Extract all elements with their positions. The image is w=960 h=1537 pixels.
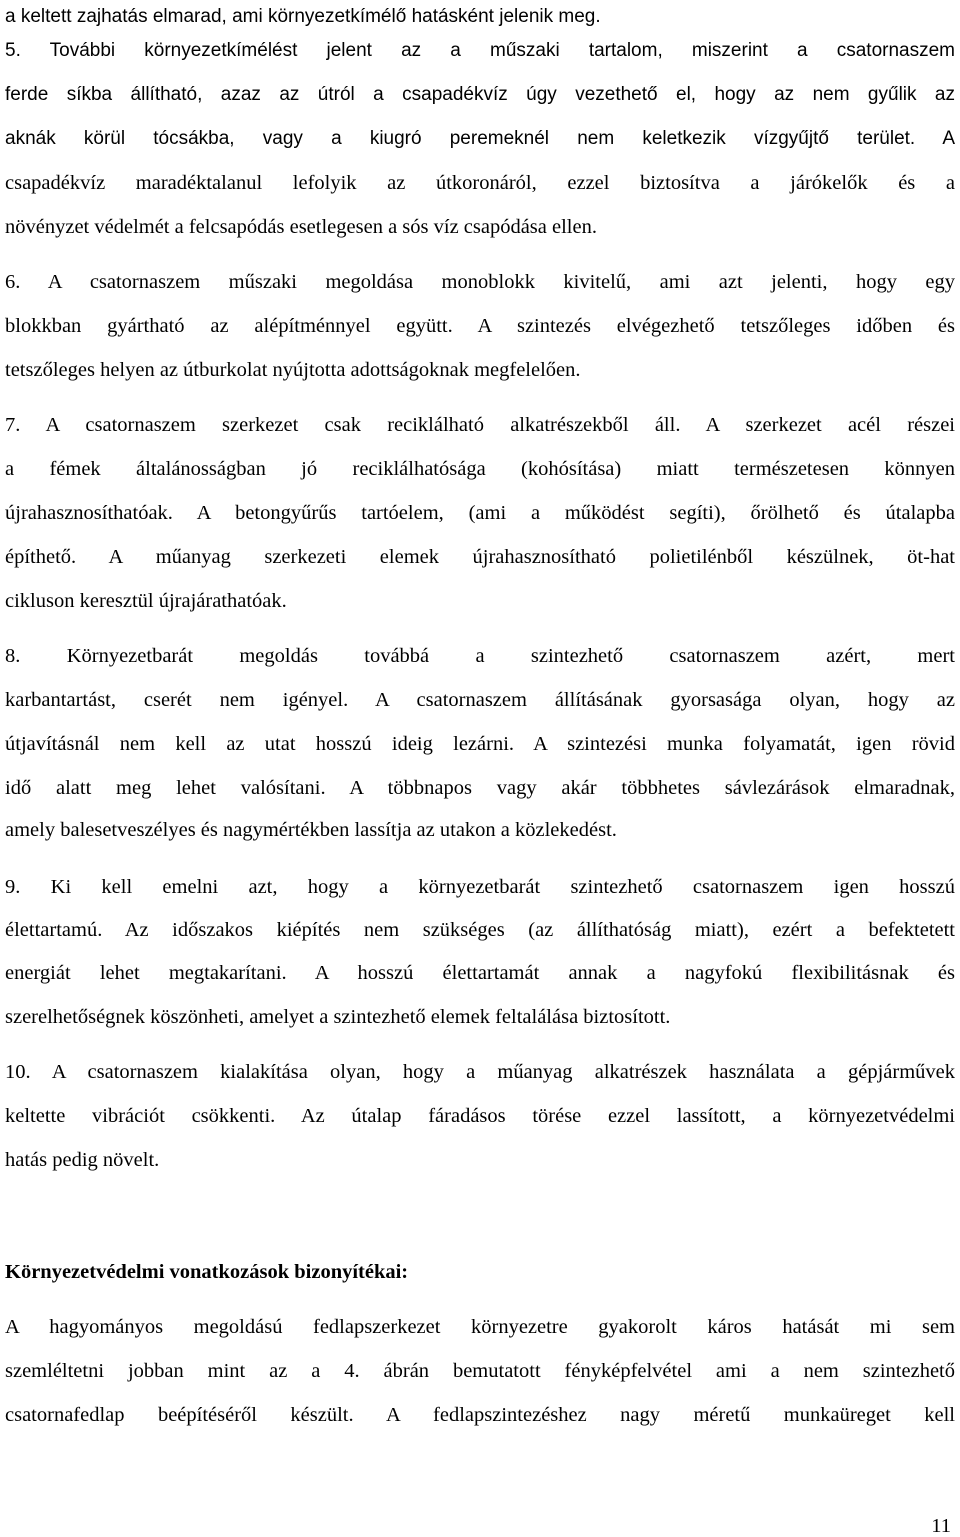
- text-line: szerelhetőségnek köszönheti, amelyet a szintezhető elemek feltalálása biztosított.: [5, 1006, 671, 1028]
- text-line: csapadékvíz maradéktalanul lefolyik az útkoronáról, ezzel biztosítva a járókelők és a: [5, 172, 955, 194]
- page-number: 11: [931, 1515, 951, 1537]
- text-line: újrahasznosíthatóak. A betongyűrűs tartóelem, (ami a működést segíti), őrölhető és útalapba: [5, 502, 955, 524]
- text-line: cikluson keresztül újrajárathatóak.: [5, 590, 287, 612]
- text-line: aknák körül tócsákba, vagy a kiugró peremeknél nem keletkezik vízgyűjtő terület. A: [5, 128, 955, 149]
- text-line: tetszőleges helyen az útburkolat nyújtotta adottságoknak megfelelően.: [5, 359, 581, 381]
- text-line: ferde síkba állítható, azaz az útról a csapadékvíz úgy vezethető el, hogy az nem gyűlik az: [5, 84, 955, 105]
- text-line: a keltett zajhatás elmarad, ami környezetkímélő hatásként jelenik meg.: [5, 6, 601, 27]
- text-line: energiát lehet megtakarítani. A hosszú élettartamát annak a nagyfokú flexibilitásnak és: [5, 962, 955, 984]
- text-line: A hagyományos megoldású fedlapszerkezet környezetre gyakorolt káros hatását mi sem: [5, 1316, 955, 1338]
- text-line: keltette vibrációt csökkenti. Az útalap fáradásos törése ezzel lassított, a környezetvédelmi: [5, 1105, 955, 1127]
- section-heading: Környezetvédelmi vonatkozások bizonyítékai:: [5, 1261, 409, 1283]
- text-line: 8. Környezetbarát megoldás továbbá a szintezhető csatornaszem azért, mert: [5, 645, 955, 667]
- text-line: építhető. A műanyag szerkezeti elemek újrahasznosítható polietilénből készülnek, öt-hat: [5, 546, 955, 568]
- text-line: idő alatt meg lehet valósítani. A többnapos vagy akár többhetes sávlezárások elmaradnak,: [5, 777, 955, 799]
- text-line: szemléltetni jobban mint az a 4. ábrán bemutatott fényképfelvétel ami a nem szintezhető: [5, 1360, 955, 1382]
- text-line: csatornafedlap beépítéséről készült. A fedlapszintezéshez nagy méretű munkaüreget kell: [5, 1404, 955, 1426]
- text-line: hatás pedig növelt.: [5, 1149, 160, 1171]
- text-line: 10. A csatornaszem kialakítása olyan, hogy a műanyag alkatrészek használata a gépjárművek: [5, 1061, 955, 1083]
- text-line: amely balesetveszélyes és nagymértékben lassítja az utakon a közlekedést.: [5, 819, 617, 841]
- text-line: növényzet védelmét a felcsapódás esetlegesen a sós víz csapódása ellen.: [5, 216, 597, 238]
- text-line: 6. A csatornaszem műszaki megoldása monoblokk kivitelű, ami azt jelenti, hogy egy: [5, 271, 955, 293]
- text-line: a fémek általánosságban jó reciklálhatósága (kohósítása) miatt természetesen könnyen: [5, 458, 955, 480]
- text-line: útjavításnál nem kell az utat hosszú ideig lezárni. A szintezési munka folyamatát, igen rövid: [5, 733, 955, 755]
- text-line: 9. Ki kell emelni azt, hogy a környezetbarát szintezhető csatornaszem igen hosszú: [5, 876, 955, 898]
- text-line: 7. A csatornaszem szerkezet csak reciklálható alkatrészekből áll. A szerkezet acél részei: [5, 414, 955, 436]
- text-line: blokkban gyártható az alépítménnyel együtt. A szintezés elvégezhető tetszőleges időben és: [5, 315, 955, 337]
- text-line: élettartamú. Az időszakos kiépítés nem szükséges (az állíthatóság miatt), ezért a befektetett: [5, 919, 955, 941]
- text-line: karbantartást, cserét nem igényel. A csatornaszem állításának gyorsasága olyan, hogy az: [5, 689, 955, 711]
- text-line: 5. További környezetkímélést jelent az a műszaki tartalom, miszerint a csatornaszem: [5, 40, 955, 61]
